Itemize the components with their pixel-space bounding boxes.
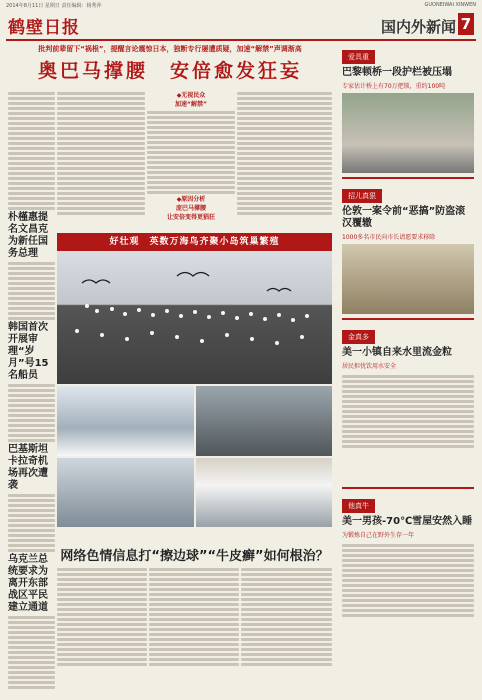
bottom-text-col-2 xyxy=(149,566,239,692)
bottom-text-col-3 xyxy=(241,566,332,692)
section-title: 国内外新闻 xyxy=(380,18,456,36)
lead-text-col-2 xyxy=(147,90,235,230)
edition-line: GUONEIWAI XINWEN xyxy=(424,2,476,8)
right-headline-1: 巴黎顿桥一段护栏被压塌 xyxy=(342,67,452,78)
sub-heading-4: 庞巴马撑腰 xyxy=(175,205,206,212)
bridge-photo xyxy=(342,93,474,173)
right-text-3 xyxy=(342,373,474,483)
left-heading-1: 朴槿惠提名文昌克为新任国务总理 xyxy=(8,212,48,259)
bottom-text-col-1 xyxy=(57,566,147,692)
right-tag-4: 他真牛 xyxy=(342,499,375,513)
right-subhead-4: 为锻炼自己在野外生存一年 xyxy=(342,532,415,539)
lead-headline: 奥巴马撑腰 安倍愈发狂妄 xyxy=(37,60,302,82)
street-photo xyxy=(342,244,474,314)
right-text-4 xyxy=(342,542,474,632)
seabird-photo-3 xyxy=(196,386,333,456)
sub-heading-5: 让安倍变得更猖狂 xyxy=(166,214,215,221)
date-line: 2014年8月11日 星期日 责任编辑：杨秀萍 xyxy=(6,3,102,9)
seabird-photo-4 xyxy=(57,458,194,528)
masthead xyxy=(6,11,476,41)
left-column xyxy=(8,90,55,692)
right-headline-3: 美一小镇自来水里流金粒 xyxy=(342,347,452,358)
right-subhead-1: 专家估计桥上有70万把锁，重约100吨 xyxy=(342,83,446,90)
seabird-illustration xyxy=(57,251,332,384)
page-number: 7 xyxy=(458,13,474,35)
right-subhead-3: 居民担忧饮用水安全 xyxy=(342,363,397,370)
lead-kicker: 批判前辈留下“祸根”，提醒言论震惊日本，独断专行屡遭质疑，加速“解禁”声调渐高 xyxy=(38,45,302,53)
right-column xyxy=(342,44,474,694)
newspaper-logo: 鹤壁日报 xyxy=(8,18,80,38)
left-heading-4: 乌克兰总统要求为离开东部战区平民建立通道 xyxy=(8,554,48,613)
sub-heading-1: ◆无视民众 xyxy=(176,92,206,99)
photo-feature-title: 好壮观 英数万海鸟齐聚小岛筑巢繁殖 xyxy=(57,233,332,251)
sub-heading-2: 加速“解禁” xyxy=(175,101,207,108)
seabird-photo xyxy=(57,251,332,384)
lead-text-col-1 xyxy=(57,90,145,230)
right-tag-2: 招儿真狠 xyxy=(342,189,382,203)
photo-grid xyxy=(57,386,332,527)
seabird-photo-2 xyxy=(57,386,194,456)
left-heading-3: 巴基斯坦卡拉奇机场再次遭袭 xyxy=(8,444,48,491)
lead-text-col-3 xyxy=(237,90,332,230)
sub-heading-3: ◆原因分析 xyxy=(176,196,206,203)
right-tag-3: 金真多 xyxy=(342,330,375,344)
right-subhead-2: 1000多名市民向市长请愿要求移除 xyxy=(342,234,436,241)
right-headline-4: 美一男孩-70℃雪屋安然入睡 xyxy=(342,516,473,527)
bottom-headline: 网络色情信息打“擦边球”“牛皮癣”如何根治？ xyxy=(60,549,329,564)
left-heading-2: 韩国首次开展审理“岁月”号15名船员 xyxy=(8,322,49,381)
right-headline-2: 伦敦一案令前“恶搞”防盗滚汉覆辙 xyxy=(342,206,466,229)
right-tag-1: 爱具重 xyxy=(342,50,375,64)
top-line xyxy=(6,2,476,10)
seabird-photo-5 xyxy=(196,458,333,528)
